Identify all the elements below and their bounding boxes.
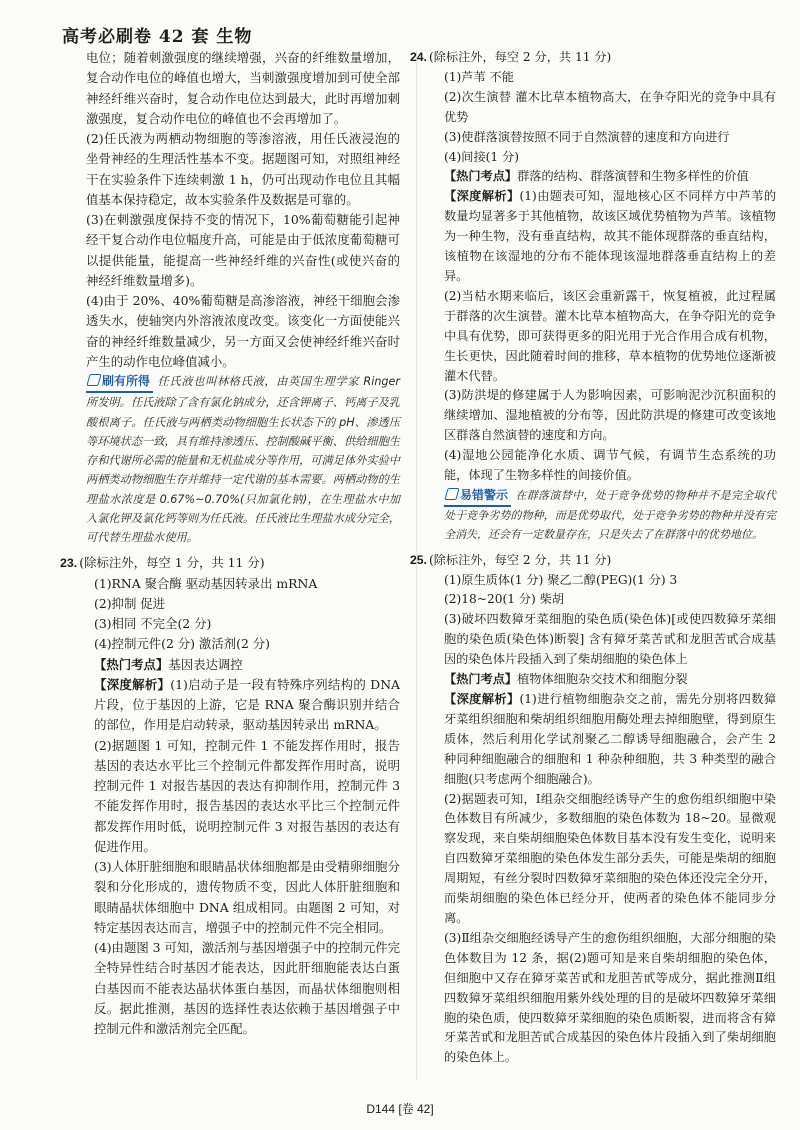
question-25-header: 25. (除标注外，每空 2 分，共 11 分): [410, 552, 612, 567]
tip-text: 任氏液也叫林格氏液，由英国生理学家 Ringer 所发明。任氏液除了含有氯化钠成分，还含钾离子、钙离子及乳酸根离子。任氏液与两栖类动物细胞生长状态下的 pH、渗透压等环境状态一致，具有维持渗透压、控制酸碱平衡、供给细胞生存和代谢所必需的能量和无机盐成分等作用，可满足体外实验中两栖类动物细胞生存并维持一定代谢的基本需要。两栖动物的生理盐水浓度是 0.67%~0.70%(只加氯化钠)，在生理盐水中加入氯化钾及氯化钙等则为任氏液。任氏液比生理盐水成分完全，可代替生理盐水使用。: [86, 375, 400, 544]
paragraph: (2)当枯水期来临后，该区会重新露干，恢复植被，此过程属于群落的次生演替。灌木比草本植物高大，在争夺阳光的竞争中具有优势，即可获得更多的阳光用于光合作用合成有机物，生长更快，因此随着时间的推移，草本植物的优势地位逐渐被灌木代替。: [444, 288, 776, 383]
pen-icon: [444, 488, 459, 500]
page-number: D144 [卷 42]: [366, 1102, 434, 1116]
answer-line: (3)相同 不完全(2 分): [94, 616, 212, 631]
tip-badge: 刷有所得: [86, 372, 153, 393]
answer-line: (1)RNA 聚合酶 驱动基因转录出 mRNA: [94, 575, 318, 591]
paragraph: (4)由题图 3 可知，激活剂与基因增强子中的控制元件完全特异性结合时基因才能表达，因此肝细胞能表达白蛋白基因而不能表达晶状体蛋白基因，而晶状体细胞则相反。据此推测，基因的选择性表达依赖于基因增强子中控制元件和激活剂完全匹配。: [94, 940, 400, 1036]
question-23-header: 23. (除标注外，每空 1 分，共 11 分): [60, 555, 265, 571]
tip-note: [86, 372, 400, 547]
paragraph: (3)防洪堤的修建属于人为影响因素，可影响泥沙沉积面积的继续增加、湿地植被的分布等，因此防洪堤的修建可改变该地区群落自然演替的速度和方向。: [444, 388, 776, 443]
hot-topic: 【热门考点】群落的结构、群落演替和生物多样性的价值: [444, 169, 749, 184]
paragraph: (3)人体肝脏细胞和眼睛晶状体细胞都是由受精卵细胞分裂和分化形成的，遗传物质不变，因此人体肝脏细胞和眼睛晶状体细胞中 DNA 组成相同。由题图 2 可知，对特定基因表达而言，增强子中的控制元件不完全相同。: [94, 859, 400, 935]
answer-line: (4)间接(1 分): [444, 149, 519, 164]
pen-icon: [86, 374, 101, 386]
paragraph: (4)湿地公园能净化水质、调节气候，有调节生态系统的功能，体现了生物多样性的间接价值。: [444, 448, 776, 483]
warning-text: 在群落演替中，处于竞争优势的物种并不是完全取代处于竞争劣势的物种，而是优势取代，处于竞争劣势的物种并没有完全消失，还会有一定数量存在，只是失去了在群落中的优势地位。: [444, 488, 776, 541]
answer-line: (2)抑制 促进: [94, 595, 166, 611]
paragraph: (3)Ⅱ组杂交细胞经诱导产生的愈伤组织细胞，大部分细胞的染色体数目为 12 条，据(2)题可知是来自柴胡细胞的染色体，但细胞中又存在獐牙菜苦甙和龙胆苦甙等成分，据此推测Ⅱ组四数獐牙菜组织细胞用紫外线处理的目的是破坏四数獐牙菜细胞的染色质，使四数獐牙菜细胞的染色质断裂，进而将含有獐牙菜苦甙和龙胆苦甙合成基因的染色体片段插入到了柴胡细胞的染色体上。: [444, 930, 776, 1065]
left-column: [60, 48, 401, 1039]
warning-note: [436, 486, 776, 545]
deep-analysis: 【深度解析】(1)由题表可知，湿地核心区不同样方中芦苇的数量均显著多于其他植物，故该区域优势植物为芦苇。该植物为一种生物，没有垂直结构，故其不能体现群落的垂直结构，该植物在该湿地的分布不能体现该湿地群落垂直结构上的差异。: [444, 189, 777, 283]
answer-line: (3)使群落演替按照不同于自然演替的速度和方向进行: [444, 129, 730, 144]
paragraph: (2)任氏液为两栖动物细胞的等渗溶液，用任氏液浸泡的坐骨神经的生理活性基本不变。据题图可知，对照组神经干在实验条件下连续刺激 1 h，仍可出现动作电位且其幅值基本保持稳定，故本实验条件及数据是可靠的。: [86, 131, 400, 207]
paragraph: (4)由于 20%、40%葡萄糖是高渗溶液，神经干细胞会渗透失水，使轴突内外溶液浓度改变。该变化一方面使能兴奋的神经纤维数量减少，另一方面又会使神经纤维兴奋时产生的动作电位峰值减小。: [86, 293, 400, 369]
hot-topic: 【热门考点】基因表达调控: [94, 656, 243, 672]
hot-topic: 【热门考点】植物体细胞杂交技术和细胞分裂: [444, 672, 688, 687]
answer-line: (2)次生演替 灌木比草本植物高大，在争夺阳光的竞争中具有优势: [444, 89, 776, 124]
deep-analysis: 【深度解析】(1)进行植物细胞杂交之前，需先分别将四数獐牙菜组织细胞和柴胡组织细胞用酶处理去掉细胞壁，得到原生质体，然后利用化学试剂聚乙二醇诱导细胞融合，会产生 2 种同种细胞融合的细胞和 1 种杂种细胞，共 3 种类型的融合细胞(只考虑两个细胞融合)。: [444, 692, 777, 786]
paragraph: (2)据题图 1 可知，控制元件 1 不能发挥作用时，报告基因的表达水平比三个控制元件都发挥作用时高，说明控制元件 1 对报告基因的表达有抑制作用，控制元件 3 不能发挥作用时，报告基因的表达水平比三个控制元件都发挥作用时低，说明控制元件 3 对报告基因的表达有促进作用。: [94, 737, 400, 854]
paragraph: 电位；随着刺激强度的继续增强，兴奋的纤维数量增加，复合动作电位的峰值也增大，当刺激强度增加到可使全部神经纤维兴奋时，复合动作电位达到最大，此时再增加刺激强度，复合动作电位的峰值也不会再增加了。: [86, 50, 400, 126]
answer-line: (1)原生质体(1 分) 聚乙二醇(PEG)(1 分) 3: [444, 572, 678, 587]
answer-line: (3)破坏四数獐牙菜细胞的染色质(染色体)[或使四数獐牙菜细胞的染色质(染色体)断裂] 含有獐牙菜苦甙和龙胆苦甙合成基因的染色体片段插入到了柴胡细胞的染色体上: [444, 612, 776, 667]
page-header: 高考必刷卷 42 套 生物: [62, 27, 253, 47]
paragraph: (2)据题表可知，Ⅰ组杂交细胞经诱导产生的愈伤组织细胞中染色体数目有所减少，多数细胞的染色体数为 18~20。显微观察发现，来自柴胡细胞染色体数目基本没有发生变化，说明来自四数獐牙菜细胞的染色体发生部分丢失，可能是柴胡的细胞周期短，有丝分裂时四数獐牙菜细胞的染色体还没完全分开，而柴胡细胞的染色体已经分开，使两者的染色体不能同步分离。: [444, 791, 776, 925]
warning-badge: 易错警示: [444, 486, 511, 507]
question-24-header: 24. (除标注外，每空 2 分，共 11 分): [410, 50, 612, 64]
answer-line: (2)18~20(1 分) 柴胡: [444, 592, 565, 607]
deep-analysis: 【深度解析】(1)启动子是一段有特殊序列结构的 DNA 片段，位于基因的上游，它是 RNA 聚合酶识别并结合的部位，作用是启动转录，驱动基因转录出 mRNA。: [94, 676, 401, 733]
answer-line: (1)芦苇 不能: [444, 69, 514, 84]
right-column: [410, 48, 777, 1068]
answer-line: (4)控制元件(2 分) 激活剂(2 分): [94, 636, 270, 652]
paragraph: (3)在刺激强度保持不变的情况下，10%葡萄糖能引起神经干复合动作电位幅度升高，可能是由于低浓度葡萄糖可以提供能量，能提高一些神经纤维的兴奋性(或使兴奋的神经纤维数量增多)。: [86, 212, 400, 288]
